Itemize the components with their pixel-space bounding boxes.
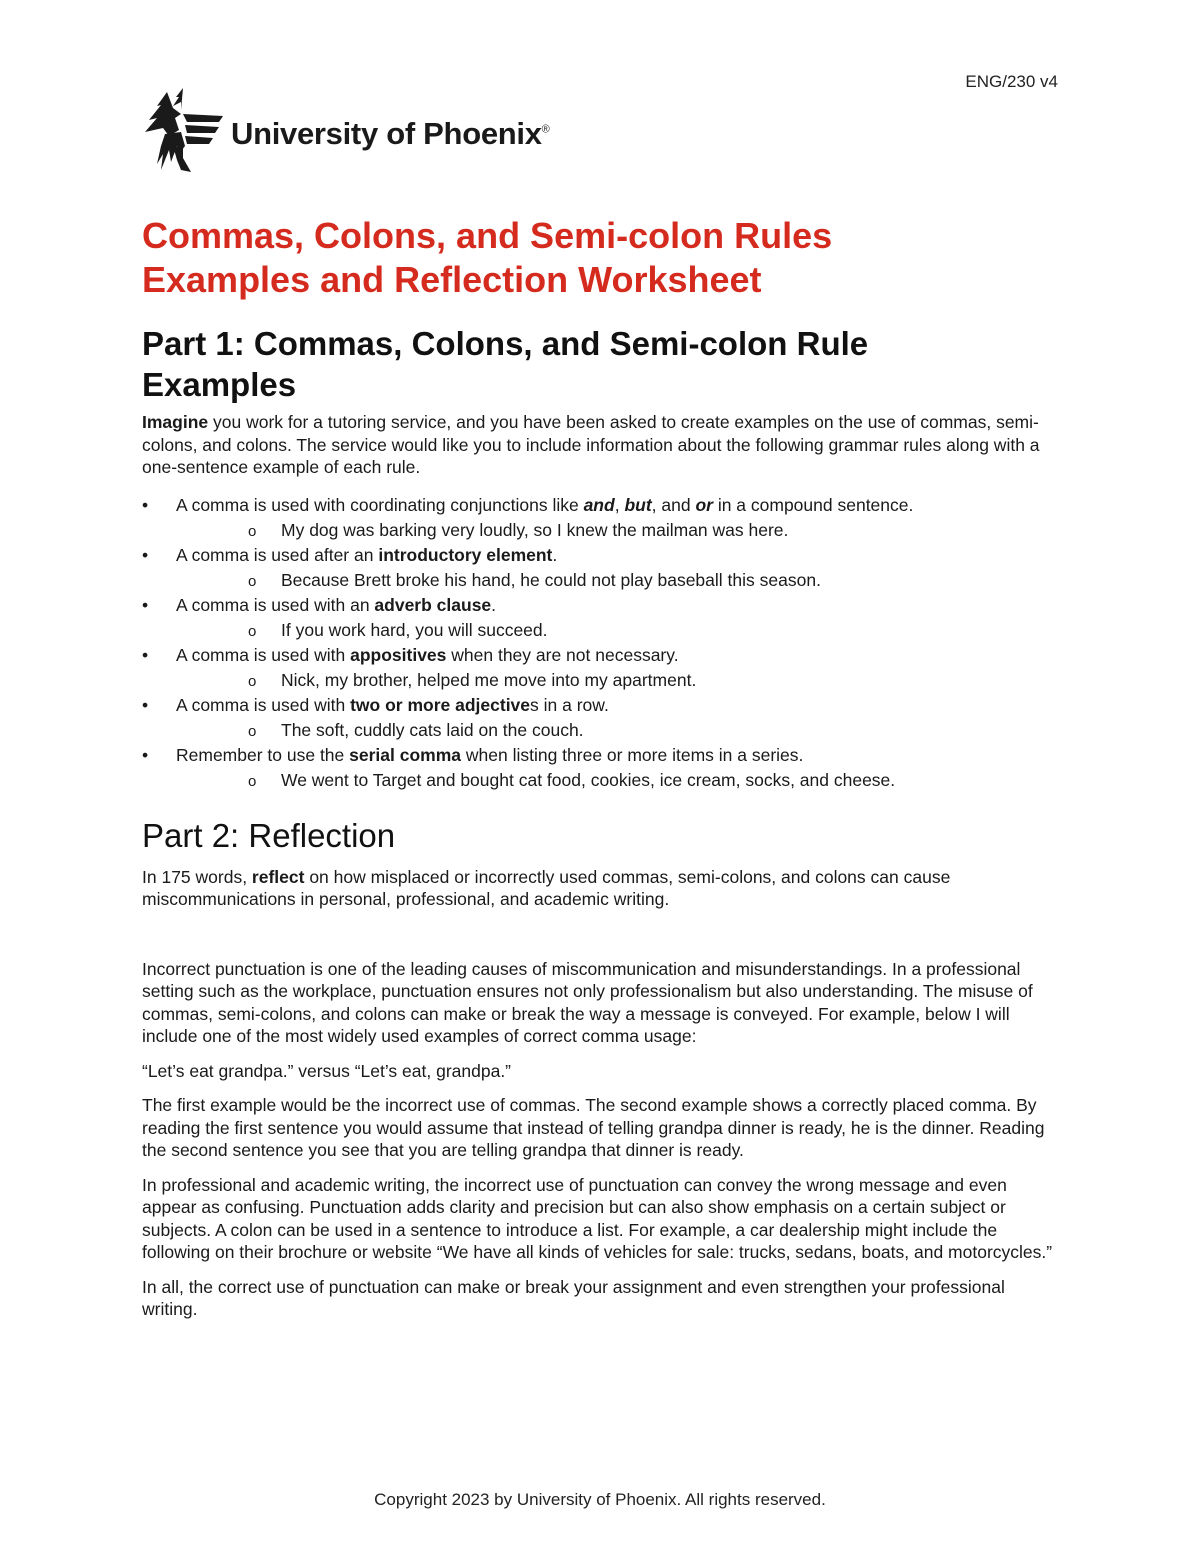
rule-text-segment: introductory element <box>378 544 553 565</box>
reflection-paragraph: “Let’s eat grandpa.” versus “Let’s eat, grandpa.” <box>142 1060 512 1081</box>
title-line-1: Commas, Colons, and Semi-colon Rules <box>142 215 833 256</box>
reflection-paragraph: In professional and academic writing, the incorrect use of punctuation can convey the wrong message and even appear as confusing. Punctuation adds clarity and precision but can also show emphasis on a certain subject or subjects. A colon can be used in a sentence to introduce a list. For example, a car dealership might include the following on their brochure or website “We have all kinds of vehicles for sale: trucks, sedans, boats, and motorcycles.” <box>142 1174 1053 1262</box>
reflection-paragraph: The first example would be the incorrect use of commas. The second example shows a correctly placed comma. By reading the first sentence you would assume that instead of telling grandpa dinner is ready, he is the dinner. Reading the second sentence you see that you are telling grandpa that dinner is ready. <box>142 1095 1045 1160</box>
rule-item <box>142 493 1062 543</box>
rule-example <box>176 768 1062 793</box>
rule-example <box>176 618 1062 643</box>
rule-item <box>142 743 1062 793</box>
rule-text-segment: A comma is used with <box>176 644 351 665</box>
document-body <box>142 214 1062 1321</box>
rule-text <box>176 743 1062 768</box>
part1-heading-line-1: Part 1: Commas, Colons, and Semi-colon Rule <box>142 325 869 362</box>
rule-text-segment: and <box>583 494 615 515</box>
sub-bullet-icon: o <box>248 572 257 590</box>
registered-mark: ® <box>541 123 550 136</box>
rule-text-segment: Remember to use the <box>176 744 350 765</box>
logo-wordmark <box>231 116 549 152</box>
sub-bullet-icon: o <box>248 522 257 540</box>
reflection-paragraph: Incorrect punctuation is one of the leading causes of miscommunication and misunderstandings. In a professional setting such as the workplace, punctuation ensures not only professionalism but also understanding. The misuse of commas, semi-colons, and colons can make or break the way a message is conveyed. For example, below I will include one of the most widely used examples of correct comma usage: <box>142 958 1033 1046</box>
rule-text-segment: , and <box>651 494 696 515</box>
bullet-icon: • <box>142 744 149 765</box>
reflection-response <box>142 958 1062 1321</box>
bullet-icon: • <box>142 544 149 565</box>
rules-list <box>142 493 1062 793</box>
logo-text: University of Phoenix <box>231 116 542 151</box>
bullet-icon: • <box>142 644 149 665</box>
rule-example <box>176 718 1062 743</box>
part2-heading: Part 2: Reflection <box>142 816 396 854</box>
rule-text-segment: A comma is used with <box>176 694 351 715</box>
part1-intro <box>142 411 1062 479</box>
course-code: ENG/230 v4 <box>965 72 1058 91</box>
example-sentence: Nick, my brother, helped me move into my apartment. <box>281 669 697 690</box>
worksheet-title <box>142 214 1062 302</box>
rule-example <box>176 518 1062 543</box>
sub-bullet-icon: o <box>248 672 257 690</box>
example-sentence: Because Brett broke his hand, he could not play baseball this season. <box>281 569 821 590</box>
example-sentence: The soft, cuddly cats laid on the couch. <box>281 719 584 740</box>
copyright-footer: Copyright 2023 by University of Phoenix. All rights reserved. <box>374 1490 826 1509</box>
rule-text-segment: serial comma <box>349 744 462 765</box>
example-sentence: If you work hard, you will succeed. <box>281 619 548 640</box>
intro-bold-word: Imagine <box>142 412 209 432</box>
rule-text-segment: A comma is used after an <box>176 544 379 565</box>
rule-text <box>176 693 1062 718</box>
prompt-bold-word: reflect <box>251 866 305 887</box>
prompt-before: In 175 words, <box>142 866 252 887</box>
part1-heading <box>142 323 1062 405</box>
rule-item <box>142 543 1062 593</box>
rule-text-segment: . <box>552 544 558 565</box>
part1-heading-line-2: Examples <box>142 366 297 403</box>
university-logo <box>143 84 549 176</box>
rule-text-segment: s in a row. <box>530 694 609 715</box>
sub-bullet-icon: o <box>248 772 257 790</box>
rule-item <box>142 643 1062 693</box>
example-sentence: My dog was barking very loudly, so I knew the mailman was here. <box>281 519 789 540</box>
sub-bullet-icon: o <box>248 622 257 640</box>
rule-text-segment: when listing three or more items in a series. <box>461 744 804 765</box>
sub-bullet-icon: o <box>248 722 257 740</box>
rule-text <box>176 593 1062 618</box>
part2-prompt <box>142 866 1062 911</box>
bullet-icon: • <box>142 494 149 515</box>
rule-text <box>176 543 1062 568</box>
bullet-icon: • <box>142 594 149 615</box>
phoenix-bird-icon <box>143 84 223 176</box>
rule-text <box>176 643 1062 668</box>
rule-text-segment: adverb clause <box>374 594 492 615</box>
rule-text-segment: but <box>624 494 652 515</box>
bullet-icon: • <box>142 694 149 715</box>
rule-text-segment: two or more adjective <box>350 694 531 715</box>
rule-text-segment: A comma is used with an <box>176 594 375 615</box>
title-line-2: Examples and Reflection Worksheet <box>142 259 762 300</box>
rule-text-segment: when they are not necessary. <box>446 644 679 665</box>
rule-text-segment: or <box>695 494 713 515</box>
rule-text-segment: A comma is used with coordinating conjunctions like <box>176 494 584 515</box>
rule-text-segment: , <box>614 494 625 515</box>
intro-text: you work for a tutoring service, and you have been asked to create examples on the use of commas, semi-colons, and colons. The service would like you to include information about the following grammar rules along with a one-sentence example of each rule. <box>142 412 1040 477</box>
rule-item <box>142 693 1062 743</box>
example-sentence: We went to Target and bought cat food, cookies, ice cream, socks, and cheese. <box>281 769 896 790</box>
rule-text-segment: in a compound sentence. <box>712 494 914 515</box>
rule-item <box>142 593 1062 643</box>
rule-example <box>176 568 1062 593</box>
prompt-after: on how misplaced or incorrectly used commas, semi-colons, and colons can cause miscommunications in personal, professional, and academic writing. <box>142 866 951 909</box>
rule-text-segment: . <box>491 594 497 615</box>
rule-text-segment: appositives <box>350 644 447 665</box>
reflection-paragraph: In all, the correct use of punctuation can make or break your assignment and even strengthen your professional writing. <box>142 1276 1005 1319</box>
rule-example <box>176 668 1062 693</box>
rule-text <box>176 493 1062 518</box>
